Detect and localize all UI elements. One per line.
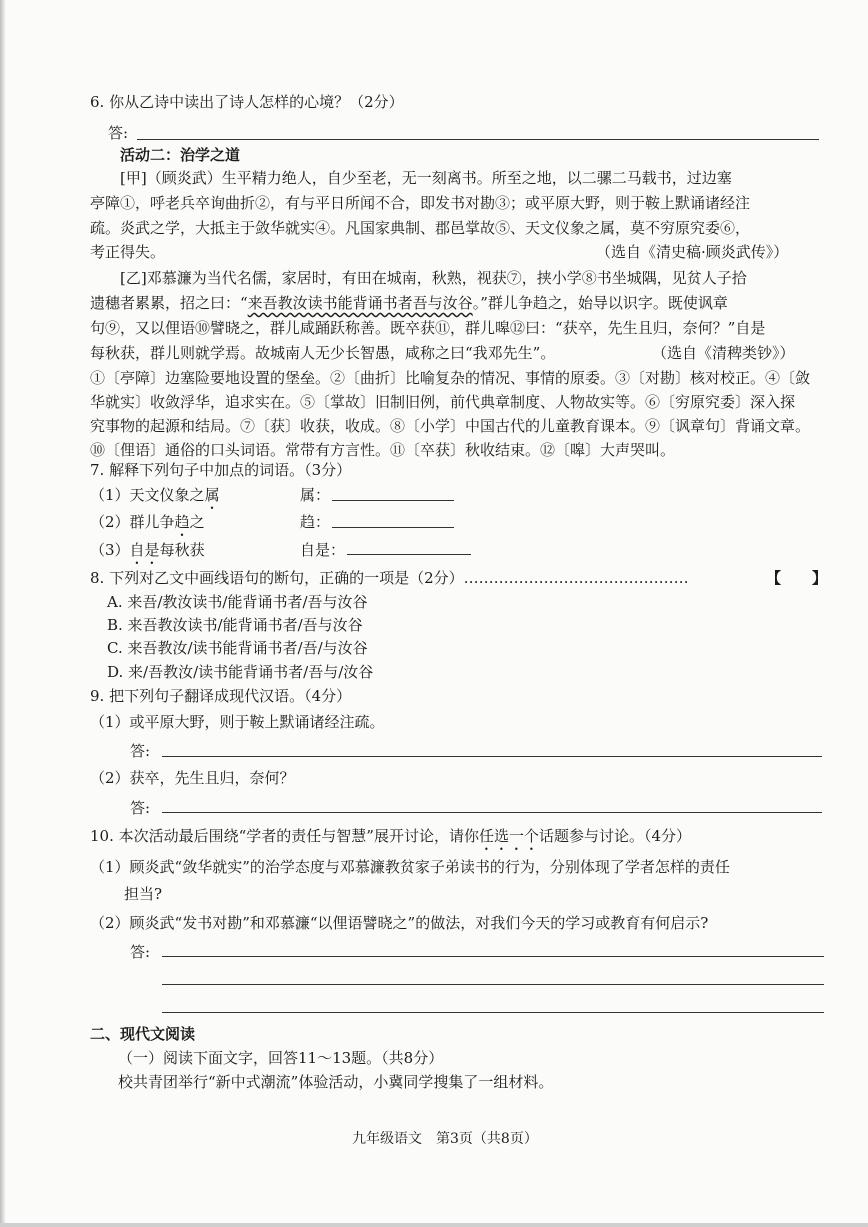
notes-line-2: 华就实〕收敛浮华，追求实在。⑤〔掌故〕旧制旧例，前代典章制度、人物故实等。⑥〔穷原究委〕深入探 [90, 393, 796, 411]
q7-item-3-label: 自是： [300, 541, 346, 559]
passage-yi-line-2 [90, 293, 728, 313]
q9-answer-line-2[interactable] [162, 812, 822, 813]
passage-yi-line-1: [乙]邓慕濂为当代名儒，家居时，有田在城南，秋熟，视获⑦，挟小学⑧书坐城隅，见贫人子拾 [120, 269, 747, 287]
underlined-sentence: 来吾教汝读书能背诵书者吾与汝谷 [247, 294, 473, 312]
activity-heading: 活动二：治学之道 [120, 146, 241, 164]
q8-option-a[interactable]: A. 来吾/教汝读书/能背诵书者/吾与汝谷 [107, 593, 368, 611]
question-7: 7. 解释下列句子中加点的词语。（3分） [90, 461, 352, 479]
q9-answer-line-1[interactable] [162, 756, 822, 757]
q7-item-3-post: 每秋获 [159, 541, 205, 559]
answer-line-q6[interactable] [137, 139, 819, 140]
notes-line-1: ①〔亭障〕边塞险要地设置的堡垒。②〔曲折〕比喻复杂的情况、事情的原委。③〔对勘〕核对校正。④〔敛 [90, 369, 811, 387]
q9-item-1 [90, 712, 385, 732]
q7-item-1-pre: 天文仪象之 [129, 486, 205, 504]
passage-yi-source: （选自《清稗类钞》） [652, 344, 795, 362]
notes-line-3: 究事物的起源和结局。⑦〔获〕收获，收成。⑧〔小学〕中国古代的儿童教育课本。⑨〔讽章句〕背诵文章。 [90, 417, 811, 435]
scan-edge-shadow [0, 0, 6, 1227]
passage-yi-line-4: 每秋获，群儿则就学焉。故城南人无少长智愚，咸称之曰“我邓先生”。 [90, 344, 556, 362]
section-2-heading: 二、现代文阅读 [90, 1025, 196, 1043]
q7-item-2-num: （2） [90, 513, 130, 531]
q7-item-3 [90, 540, 205, 568]
passage-yi-line-3: 句⑨，又以俚语⑩譬晓之，群儿咸踊跃称善。既卒获⑪，群儿嗥⑫曰：“获卒，先生且归，奈何？”自是 [90, 319, 766, 337]
q7-item-2 [90, 512, 205, 540]
q10-answer-label: 答: [130, 943, 151, 961]
passage-jia-line-2: 亭障①，呼老兵卒询曲折②，有与平日所闻不合，即发书对勘③；或平原大野，则于鞍上默诵诸经注 [90, 194, 751, 212]
q10-question-post: 话题参与讨论。（4分） [538, 827, 692, 845]
question-8: 8. 下列对乙文中画线语句的断句，正确的一项是（2分）……………………………………… [90, 569, 689, 587]
q9-item-1-text: 或平原大野，则于鞍上默诵诸经注疏。 [129, 713, 385, 731]
question-6: 6. 你从乙诗中读出了诗人怎样的心境？（2分） [90, 93, 404, 111]
q7-item-2-dotted: 趋 [174, 513, 190, 531]
q7-item-1-label: 属： [300, 486, 331, 504]
q9-item-1-num: （1） [90, 713, 130, 731]
answer-label-q6: 答: [108, 124, 129, 142]
q7-item-3-num: （3） [90, 541, 130, 559]
passage-yi-line-2-pre: 遗穗者累累，招之曰：“ [90, 294, 248, 312]
section-2-intro: 校共青团举行“新中式潮流”体验活动，小冀同学搜集了一组材料。 [118, 1073, 554, 1091]
q7-item-2-pre: 群儿争 [129, 513, 175, 531]
q10-item-2: （2）顾炎武“发书对勘”和邓慕濂“以俚语譬晓之”的做法，对我们今天的学习或教育有何启示? [90, 914, 709, 932]
q7-answer-line-3[interactable] [347, 554, 471, 555]
page-footer: 九年级语文 第3页（共8页） [352, 1131, 538, 1147]
section-2-subheading: （一）阅读下面文字，回答11～13题。（共8分） [118, 1049, 444, 1067]
passage-jia-line-4: 考正得失。 [90, 243, 166, 261]
q7-answer-line-1[interactable] [332, 500, 454, 501]
q7-answer-line-2[interactable] [332, 527, 454, 528]
question-9: 9. 把下列句子翻译成现代汉语。（4分） [90, 687, 352, 705]
q9-item-2 [90, 768, 295, 788]
q10-item-1-line-2: 担当? [124, 885, 163, 903]
q8-bracket-open: 【 [766, 569, 782, 587]
q9-answer-label-1: 答: [130, 742, 151, 760]
passage-jia-line-1: [甲]（顾炎武）生平精力绝人，自少至老，无一刻离书。所至之地，以二骡二马载书，过边塞 [120, 169, 732, 187]
q9-item-2-num: （2） [90, 769, 130, 787]
q8-option-c[interactable]: C. 来吾教汝/读书能背诵书者/吾/与汝谷 [107, 639, 368, 657]
q7-item-3-dotted: 自是 [129, 541, 160, 559]
q7-item-2-label: 趋： [300, 513, 331, 531]
q8-option-b[interactable]: B. 来吾教汝读书/能背诵书者/吾与汝谷 [107, 616, 363, 634]
q10-item-1-line-1: （1）顾炎武“敛华就实”的治学态度与邓慕濂教贫家子弟读书的行为，分别体现了学者怎样的责任 [90, 858, 730, 876]
scan-edge-bottom [0, 1223, 868, 1227]
q7-item-1 [90, 485, 220, 513]
q9-answer-label-2: 答: [130, 799, 151, 817]
passage-jia-source: （选自《清史稿·顾炎武传》） [596, 243, 789, 261]
passage-jia-line-3: 疏。炎武之学，大抵主于敛华就实④。凡国家典制、郡邑掌故⑤、天文仪象之属，莫不穷原究委⑥， [90, 219, 751, 237]
q10-answer-line-1[interactable] [162, 956, 824, 957]
q10-answer-line-2[interactable] [162, 984, 824, 985]
question-10 [90, 826, 691, 854]
q7-item-2-post: 之 [189, 513, 205, 531]
q8-option-d[interactable]: D. 来/吾教汝/读书能背诵书者/吾与/汝谷 [107, 663, 374, 681]
q10-question-pre: 10. 本次活动最后围绕“学者的责任与智慧”展开讨论，请你 [90, 827, 479, 845]
q7-item-1-dotted: 属 [204, 486, 220, 504]
q7-item-1-num: （1） [90, 486, 130, 504]
q10-question-dotted: 任选一个 [478, 827, 539, 845]
passage-yi-line-2-post: 。”群儿争趋之，始导以识字。既使讽章 [472, 294, 728, 312]
q9-item-2-text: 获卒，先生且归，奈何？ [129, 769, 295, 787]
q10-answer-line-3[interactable] [162, 1012, 824, 1013]
q8-bracket-close: 】 [812, 569, 828, 587]
notes-line-4: ⑩〔俚语〕通俗的口头词语。常带有方言性。⑪〔卒获〕秋收结束。⑫〔嗥〕大声哭叫。 [90, 441, 676, 459]
